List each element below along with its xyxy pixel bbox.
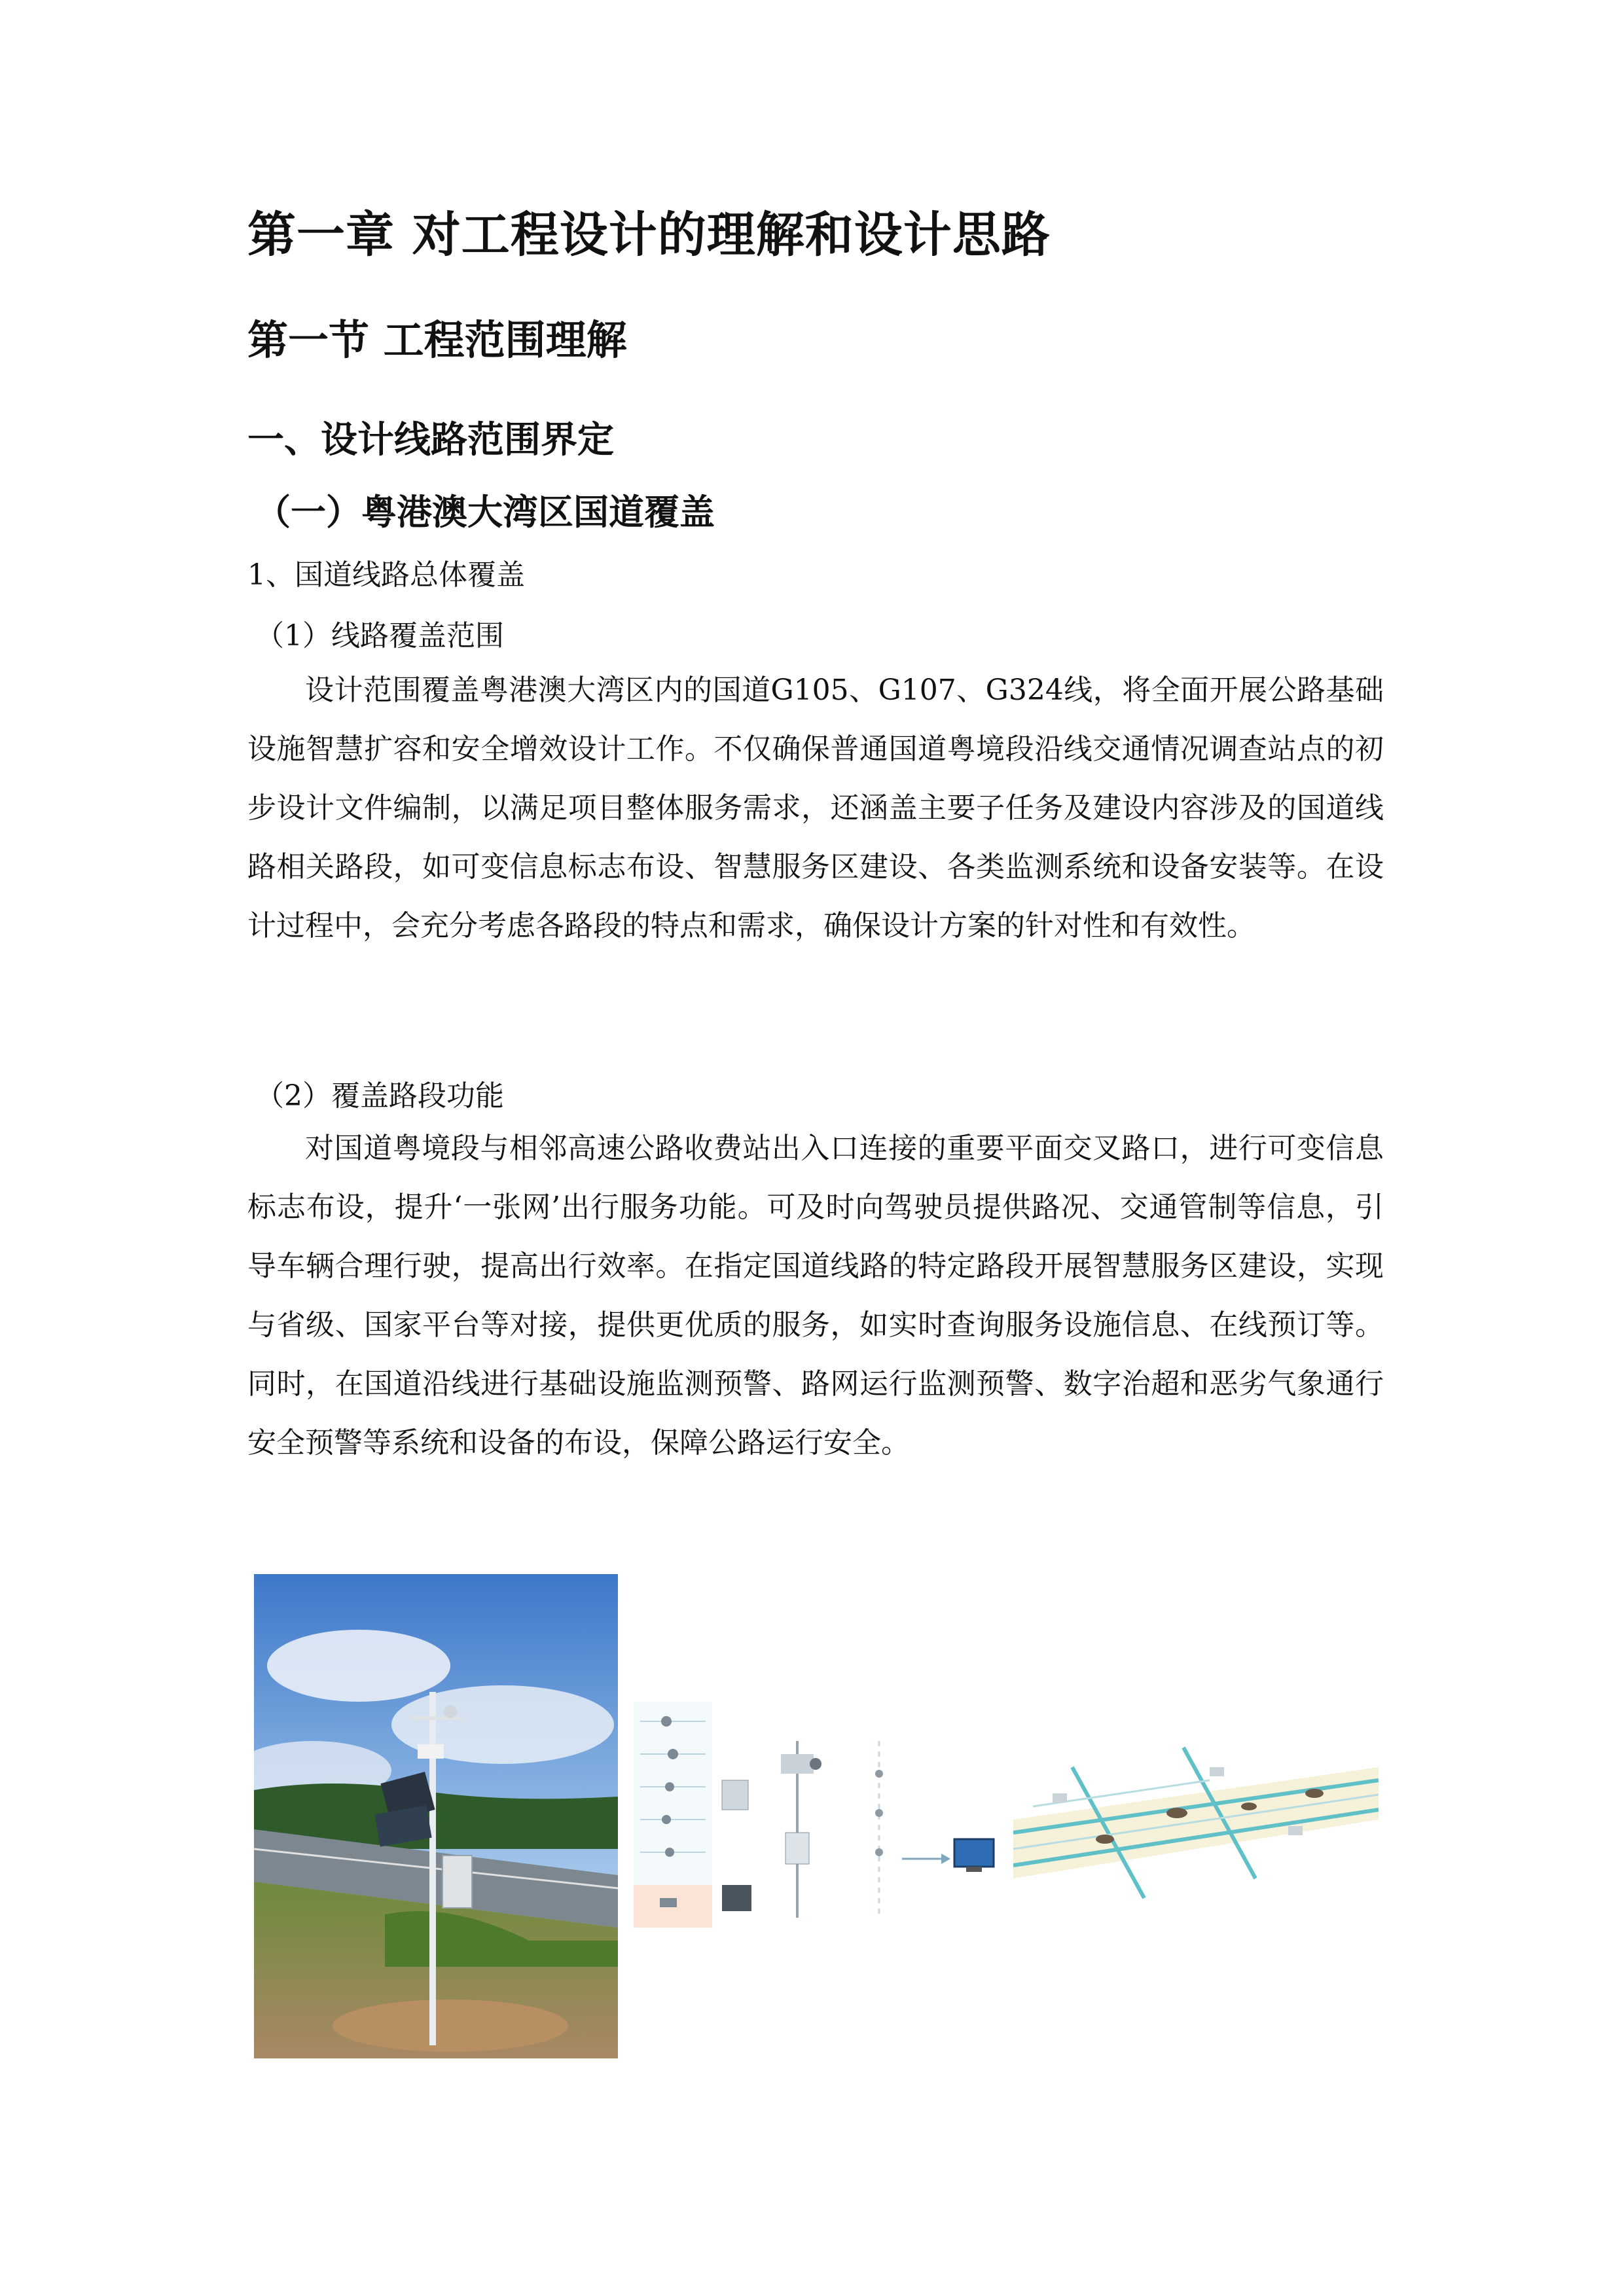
part2-title: （2）覆盖路段功能 [255, 1079, 504, 1113]
chapter-title: 第一章 对工程设计的理解和设计思路 [247, 207, 1051, 263]
part1-title: （1）线路覆盖范围 [255, 619, 504, 653]
road-network-3d-illustration [1013, 1728, 1379, 1912]
subsection-title: 一、设计线路范围界定 [247, 419, 614, 461]
roadside-station-photo [254, 1574, 618, 2058]
section-title: 第一节 工程范围理解 [247, 316, 627, 364]
monitoring-system-diagram [634, 1702, 1010, 1928]
part1-paragraph: 设计范围覆盖粤港澳大湾区内的国道G105、G107、G324线，将全面开展公路基础设施智慧扩容和安全增效设计工作。不仅确保普通国道粤境段沿线交通情况调查站点的初步设计文件编制，以满足项目整体服务需求，还涵盖主要子任务及建设内容涉及的国道线路相关路段，如可变信息标志布设、智慧服务区建设、各类监测系统和设备安装等。在设计过程中，会充分考虑各路段的特点和需求，确保设计方案的针对性和有效性。 [247, 673, 1384, 942]
subsubsection-title: （一）粤港澳大湾区国道覆盖 [255, 492, 715, 533]
item-title: 1、国道线路总体覆盖 [247, 558, 525, 592]
part2-paragraph: 对国道粤境段与相邻高速公路收费站出入口连接的重要平面交叉路口，进行可变信息标志布设，提升‘一张网’出行服务功能。可及时向驾驶员提供路况、交通管制等信息，引导车辆合理行驶，提高出行效率。在指定国道线路的特定路段开展智慧服务区建设，实现与省级、国家平台等对接，提供更优质的服务，如实时查询服务设施信息、在线预订等。同时，在国道沿线进行基础设施监测预警、路网运行监测预警、数字治超和恶劣气象通行安全预警等系统和设备的布设，保障公路运行安全。 [247, 1132, 1384, 1460]
